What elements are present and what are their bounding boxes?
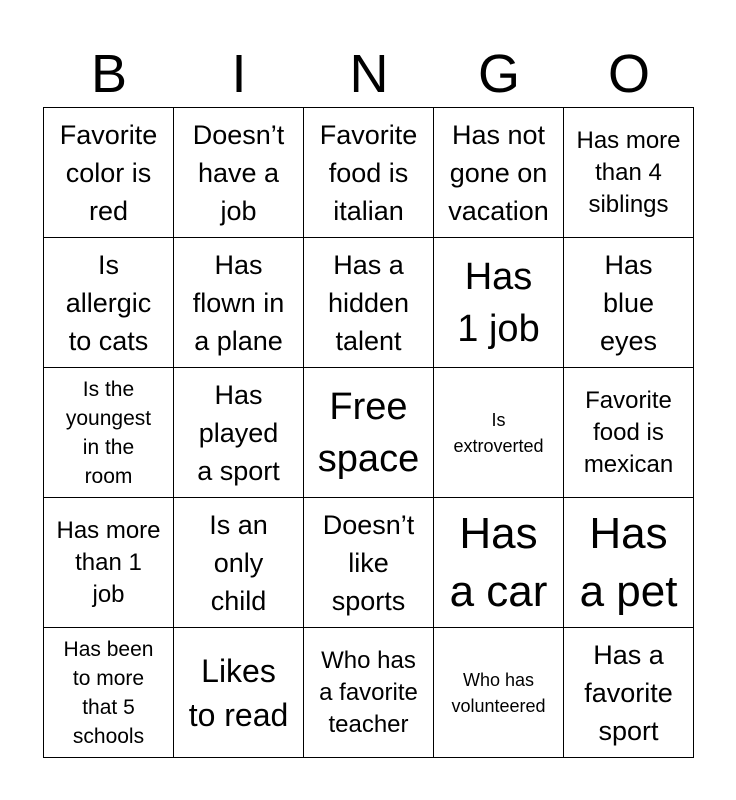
bingo-cell[interactable] (564, 498, 694, 628)
bingo-cell-text: Is an only child (209, 509, 268, 616)
bingo-header (44, 40, 694, 108)
bingo-cell[interactable] (304, 628, 434, 758)
bingo-cell-text: Has a car (449, 508, 548, 616)
bingo-board (43, 107, 694, 758)
header-letter-g: G (477, 44, 520, 104)
bingo-cell[interactable] (434, 628, 564, 758)
bingo-cell-text: Has more than 1 job (56, 516, 161, 608)
bingo-cell-text: Likes to read (188, 652, 289, 733)
bingo-cell[interactable] (174, 238, 304, 368)
bingo-cell[interactable] (564, 628, 694, 758)
bingo-cell-text: Is the youngest in the room (65, 377, 152, 488)
bingo-cell-text: Has a favorite sport (584, 639, 673, 746)
bingo-cell[interactable] (564, 108, 694, 238)
bingo-cell[interactable] (434, 108, 564, 238)
bingo-cell-text: Has more than 4 siblings (576, 126, 681, 218)
bingo-cell[interactable] (304, 108, 434, 238)
bingo-cell-text: Has 1 job (457, 255, 540, 350)
bingo-cell[interactable] (174, 498, 304, 628)
bingo-cell[interactable] (564, 238, 694, 368)
bingo-cell[interactable] (434, 368, 564, 498)
bingo-cell[interactable] (174, 368, 304, 498)
bingo-cell-text: Has blue eyes (599, 249, 658, 356)
bingo-cell-text: Free space (317, 385, 420, 480)
header-letter-o: O (607, 44, 650, 104)
bingo-cell-text: Favorite food is mexican (583, 386, 674, 478)
bingo-cell[interactable] (174, 108, 304, 238)
bingo-cell[interactable] (44, 498, 174, 628)
bingo-cell-text: Has a hidden talent (327, 249, 410, 356)
bingo-cell[interactable] (44, 108, 174, 238)
header-letter-b: B (90, 44, 128, 104)
bingo-cell-text: Who has volunteered (451, 669, 546, 716)
bingo-cell-text: Has played a sport (197, 379, 280, 486)
bingo-cell[interactable] (44, 628, 174, 758)
bingo-cell-text: Has been to more that 5 schools (63, 637, 154, 748)
header-letter-n: N (349, 44, 389, 104)
bingo-cell[interactable] (44, 368, 174, 498)
bingo-cell-text: Is allergic to cats (65, 249, 152, 356)
bingo-cell-text: Who has a favorite teacher (319, 646, 418, 738)
bingo-cell-text: Has flown in a plane (192, 249, 285, 356)
bingo-cell-text: Has not gone on vacation (448, 119, 549, 226)
header-letter-i: I (231, 44, 247, 104)
bingo-cell[interactable] (434, 238, 564, 368)
bingo-cell-text: Favorite food is italian (319, 119, 418, 226)
bingo-cell[interactable] (434, 498, 564, 628)
bingo-cell[interactable] (304, 238, 434, 368)
bingo-cell[interactable] (44, 238, 174, 368)
bingo-cell-text: Has a pet (579, 508, 678, 616)
bingo-cell[interactable] (304, 498, 434, 628)
bingo-cell[interactable] (564, 368, 694, 498)
bingo-cell-text: Doesn’t have a job (192, 119, 285, 226)
bingo-cell-text: Favorite color is red (59, 119, 158, 226)
bingo-cell[interactable] (174, 628, 304, 758)
bingo-cell-text: Doesn’t like sports (322, 509, 415, 616)
bingo-cell-text: Is extroverted (453, 409, 544, 456)
bingo-cell[interactable] (304, 368, 434, 498)
